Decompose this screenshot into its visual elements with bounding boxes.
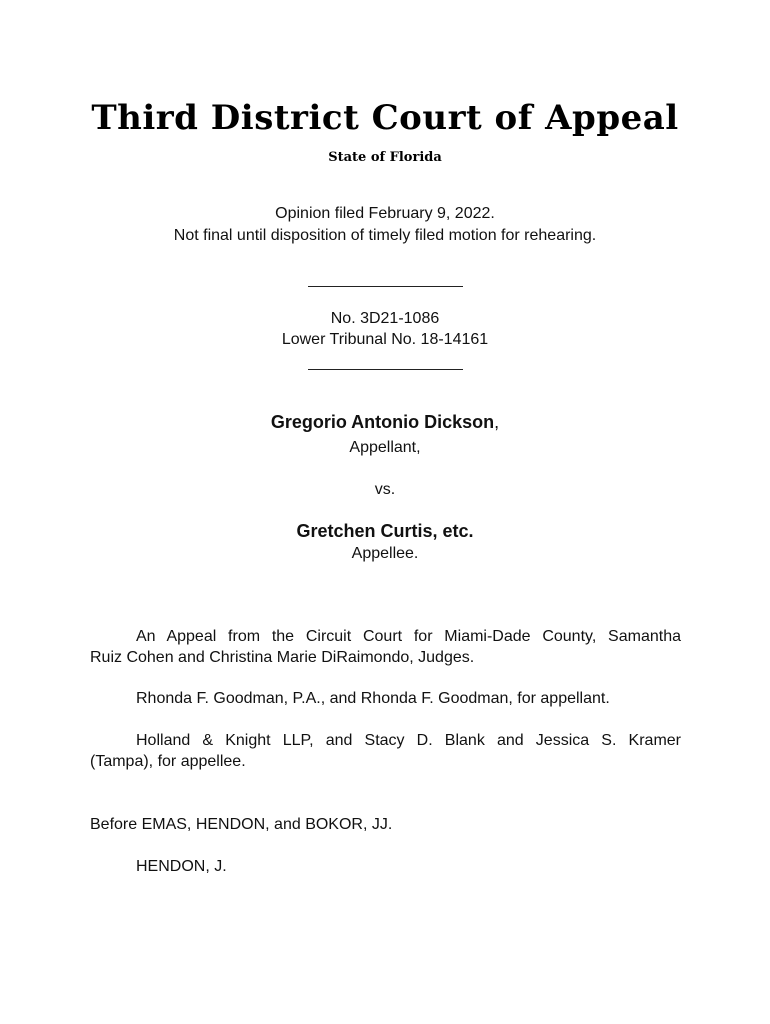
opinion-author-text: HENDON, J. — [136, 858, 227, 875]
appeal-source-line-1 — [90, 626, 681, 647]
appellee-role: Appellee. — [351, 545, 419, 562]
opinion-filed-date: Opinion filed February 9, 2022. — [275, 205, 495, 222]
appellant-comma: , — [494, 412, 500, 432]
appellee-counsel-text-1: Holland & Knight LLP, and Stacy D. Blank and Jessica S. Kramer — [136, 732, 681, 749]
appellant-name-text: Gregorio Antonio Dickson — [270, 412, 495, 432]
appeal-source-line-2: Ruiz Cohen and Christina Marie DiRaimondo, Judges. — [90, 649, 475, 666]
separator-rule-top — [308, 286, 463, 287]
appellant-name — [0, 412, 770, 433]
appellant-counsel — [90, 688, 681, 709]
appellee-name: Gretchen Curtis, etc. — [296, 521, 474, 541]
court-state: State of Florida — [328, 150, 442, 165]
appellee-counsel-line-2: (Tampa), for appellee. — [90, 753, 246, 770]
not-final-notice: Not final until disposition of timely filed motion for rehearing. — [173, 227, 597, 244]
lower-tribunal-number: Lower Tribunal No. 18-14161 — [281, 331, 489, 348]
panel-judges: Before EMAS, HENDON, and BOKOR, JJ. — [90, 816, 393, 833]
opinion-author — [90, 856, 681, 877]
appellee-counsel-line-1 — [90, 730, 681, 751]
versus-label: vs. — [374, 481, 396, 498]
court-title: Third District Court of Appeal — [91, 98, 679, 138]
case-number: No. 3D21-1086 — [330, 310, 440, 327]
separator-rule-bottom — [308, 369, 463, 370]
appellant-role: Appellant, — [349, 439, 421, 456]
appellant-counsel-text: Rhonda F. Goodman, P.A., and Rhonda F. Goodman, for appellant. — [136, 690, 610, 707]
appeal-source-text-1: An Appeal from the Circuit Court for Miami-Dade County, Samantha — [136, 628, 681, 645]
